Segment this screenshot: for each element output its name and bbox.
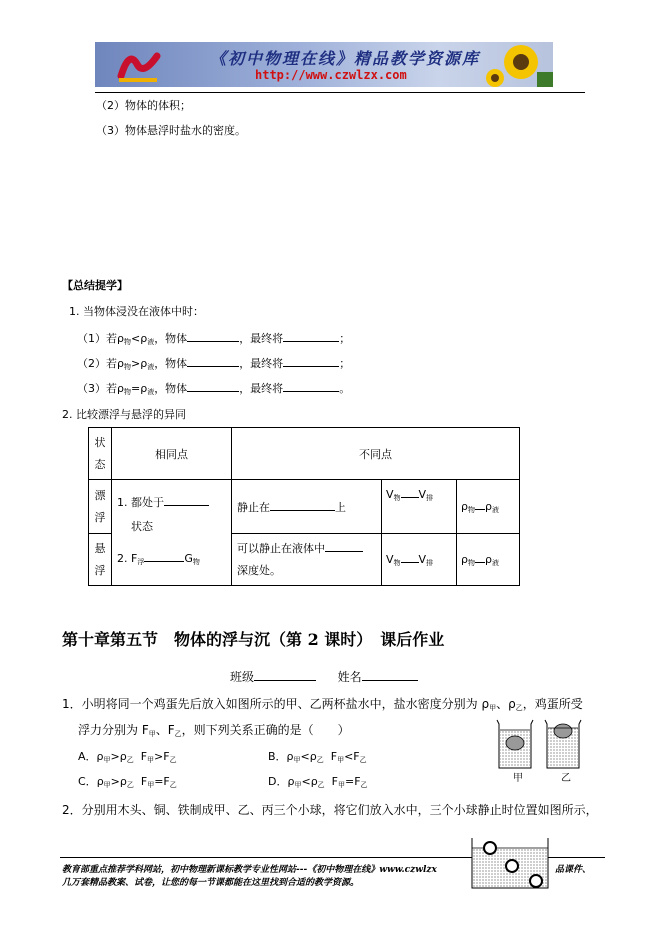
answer-blank[interactable] [283, 355, 339, 367]
comparison-table [88, 427, 520, 586]
answer-blank[interactable] [283, 380, 339, 392]
prev-question-2: （2）物体的体积； [96, 99, 191, 112]
q1-option-b[interactable]: B．$\rho_甲<\rho_乙$ $F_甲<F_乙$ [268, 750, 367, 764]
ball-bing [530, 875, 542, 887]
header-same: 相同点 [112, 428, 232, 480]
ball-yi [506, 860, 518, 872]
beakers-figure [493, 716, 589, 782]
answer-blank[interactable] [325, 540, 363, 552]
class-blank[interactable] [254, 669, 316, 681]
class-name-line: 班级 姓名 [230, 668, 418, 685]
row-suspend-state: 悬 浮 [89, 534, 112, 586]
footer-line-1-right: 品课件、 [555, 865, 592, 875]
condition-2: （2）若$\rho_物>\rho_液$，物体 ，最终将 ； [77, 357, 351, 371]
summary-q1: 1. 当物体浸没在液体中时： [69, 305, 204, 318]
answer-blank[interactable] [144, 550, 184, 562]
answer-blank[interactable] [475, 551, 485, 563]
suspend-volume-cell: $V_物$ $V_排$ [382, 534, 457, 586]
water-tank-figure [470, 834, 552, 892]
q1-option-d[interactable]: D．$\rho_甲<\rho_乙$ $F_甲=F_乙$ [268, 775, 368, 789]
answer-blank[interactable] [401, 486, 419, 498]
figure-label-jia: 甲 [513, 773, 523, 784]
answer-blank[interactable] [187, 355, 239, 367]
site-logo-icon [113, 46, 163, 84]
answer-blank[interactable] [187, 380, 239, 392]
row-float-state: 漂 浮 [89, 480, 112, 534]
q2-text: 2．分别用木头、铜、铁制成甲、乙、丙三个小球，将它们放入水中，三个小球静止时位置如图所示， [62, 803, 598, 817]
answer-blank[interactable] [283, 330, 339, 342]
summary-heading: 【总结提学】 [62, 279, 128, 292]
q1-option-c[interactable]: C．$\rho_甲>\rho_乙$ $F_甲=F_乙$ [78, 775, 177, 789]
condition-1: （1）若$\rho_物<\rho_液$，物体 ，最终将 ； [77, 332, 351, 346]
answer-blank[interactable] [475, 498, 485, 510]
suspend-diff-cell: 可以静止在液体中 深度处。 [232, 534, 382, 586]
header-banner [95, 42, 553, 87]
answer-blank[interactable] [164, 494, 209, 506]
answer-blank[interactable] [187, 330, 239, 342]
banner-title: 《初中物理在线》精品教学资源库 [210, 49, 481, 68]
egg-jia [506, 736, 524, 750]
summary-q2: 2. 比较漂浮与悬浮的异同 [62, 408, 186, 421]
header-state: 状 态 [89, 428, 112, 480]
ball-jia [484, 842, 496, 854]
footer-line-1: 教育部重点推荐学科网站，初中物理新课标教学专业性网站---《初中物理在线》www.czwlzx [62, 865, 437, 875]
q1-line2: 浮力分别为 $F_甲$、$F_乙$，则下列关系正确的是（ ） [78, 723, 350, 738]
float-volume-cell: $V_物$ $V_排$ [382, 480, 457, 534]
float-density-cell: $\rho_物$ $\rho_液$ [457, 480, 520, 534]
condition-3: （3）若$\rho_物=\rho_液$，物体 ，最终将 。 [77, 382, 351, 396]
sunflower-icon [485, 42, 553, 87]
footer-text [62, 864, 437, 890]
answer-blank[interactable] [270, 499, 335, 511]
answer-blank[interactable] [401, 551, 419, 563]
float-diff-cell: 静止在 上 [232, 480, 382, 534]
banner-url[interactable]: http://www.czwlzx.com [255, 68, 407, 82]
name-blank[interactable] [362, 669, 418, 681]
figure-label-yi: 乙 [561, 773, 571, 784]
section-title: 第十章第五节 物体的浮与沉（第 2 课时） 课后作业 [62, 630, 445, 649]
footer-line-2: 几万套精品教案、试卷，让您的每一节课都能在这里找到合适的教学资源。 [62, 878, 360, 888]
prev-question-3: （3）物体悬浮时盐水的密度。 [96, 124, 246, 137]
header-diff: 不同点 [232, 428, 520, 480]
beaker-yi [545, 720, 581, 768]
header-rule [95, 92, 585, 93]
egg-yi [554, 724, 572, 738]
suspend-density-cell: $\rho_物$ $\rho_液$ [457, 534, 520, 586]
q1-line1: 1．小明将同一个鸡蛋先后放入如图所示的甲、乙两杯盐水中，盐水密度分别为 $\rho_甲$、$\rho_乙$，鸡蛋所受 [62, 697, 583, 712]
beaker-jia [497, 720, 533, 768]
same-points-cell: 1. 都处于 状态 2. $F_浮$ $G_物$ [112, 480, 232, 586]
q1-option-a[interactable]: A．$\rho_甲>\rho_乙$ $F_甲>F_乙$ [78, 750, 177, 764]
